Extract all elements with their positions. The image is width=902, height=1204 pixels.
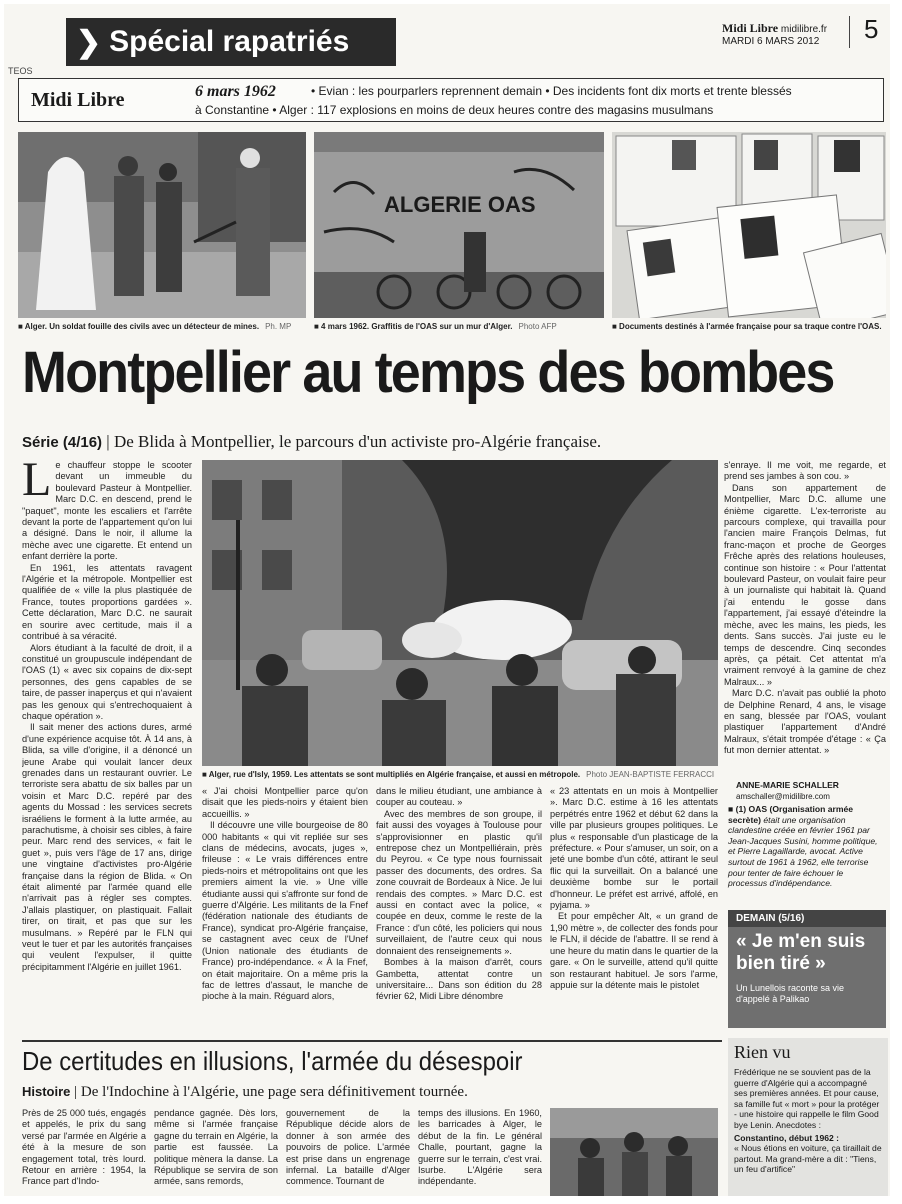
author-email: amschaller@midilibre.com: [736, 792, 830, 801]
chevron-right-icon: ❯: [76, 25, 102, 59]
header-divider: [849, 16, 850, 48]
bottom-col1-text: Près de 25 000 tués, engagés et appelés, le prix du sang versé par l'armée en Algérie a été à la mesure de son engagement total, très lourd. Retour en arrière : 1954, la France part d'Indo-: [22, 1108, 146, 1187]
publication-name: Midi Libre: [722, 21, 779, 35]
sidebar-rien-vu: [728, 1038, 888, 1196]
datebox-brand: Midi Libre: [31, 89, 125, 111]
photo-soldier-search-caption: ■ Alger. Un soldat fouille des civils avec un détecteur de mines. Ph. MP: [18, 322, 292, 331]
photo-soldier-search: [18, 132, 306, 318]
photo-soldier-search-image: [18, 132, 306, 318]
photo-rue-isly-bombing-image: [202, 460, 718, 766]
article-col5-para-3: Marc D.C. n'avait pas oublié la photo de Delphine Renard, 4 ans, le visage en sang, blessée par l'OAS, voulant plastiquer l'appartement d'André Malraux, s'était trompée d'étage : « Ça fut mon dernier attentat. »: [724, 688, 886, 756]
photo-oas-graffiti-caption: ■ 4 mars 1962. Graffitis de l'OAS sur un mur d'Alger. Photo AFP: [314, 322, 557, 331]
promo-kicker: DEMAIN (5/16): [728, 910, 886, 927]
rien-vu-text: [734, 1067, 882, 1175]
section-banner: [66, 18, 396, 66]
publication-website: midilibre.fr: [780, 24, 828, 35]
bottom-col4-text: temps des illusions. En 1960, les barricades à Alger, le début de la fin. Le général Challe, pourtant, gagne la guerre sur le terrain, c'est vrai. Isurbe. L'Algérie sera indépendante.: [418, 1108, 542, 1187]
photo-army-documents: [612, 132, 886, 318]
bottom-deck: Histoire | De l'Indochine à l'Algérie, une page sera définitivement tournée.: [22, 1084, 468, 1100]
article-column-3: [376, 786, 542, 1030]
photo-oas-graffiti: [314, 132, 604, 318]
footnote-text: était une organisation clandestine créée en février 1961 par Jean-Jacques Susini, homme politique, et Pierre Lagaillarde, avocat. Active surtout de 1961 à 1962, elle terrorise pour tenter de faire échouer le processus d'indépendance.: [728, 814, 878, 889]
footnote-label: ■ (1) OAS (Organisation armée secrète): [728, 804, 854, 825]
rien-vu-title: Rien vu: [734, 1042, 791, 1062]
article-column-1: [22, 460, 192, 1030]
publication-meta: [722, 22, 827, 48]
article-col1-para-2: En 1961, les attentats ravagent l'Algérie et la métropole. Montpellier est qualifiée de « ville la plus plastiquée de France, toutes proportions gardées ». Cette déclaration, Marc D.C. ne saurait en sourire avec certitude, mais il a contribué à sa véracité.: [22, 562, 192, 642]
bottom-label: Histoire: [22, 1084, 71, 1099]
photo-rue-isly-bombing: [202, 460, 718, 766]
issue-date: MARDI 6 MARS 2012: [722, 36, 820, 47]
datebox-news-line-1: • Evian : les pourparlers reprennent demain • Des incidents font dix morts et trente blessés: [311, 84, 792, 98]
bottom-col2-text: pendance gagnée. Dès lors, même si l'armée française gagne du terrain en Algérie, la partie est faussée. La politique mènera la danse. La République se servira de son armée, sans remords,: [154, 1108, 278, 1187]
graffiti-text: ALGERIE OAS: [384, 192, 536, 217]
article-col2-para-1: « J'ai choisi Montpellier parce qu'on disait que les pieds-noirs y étaient bien accueillis. »: [202, 786, 368, 819]
main-deck-text: De Blida à Montpellier, le parcours d'un activiste pro-Algérie française.: [113, 432, 602, 451]
datebox-news-line-2: à Constantine • Alger : 117 explosions en moins de deux heures contre des magasins musulmans: [195, 103, 714, 117]
date-box: [18, 78, 884, 122]
article-col5-para-2: Dans son appartement de Montpellier, Marc D.C. allume une énième cigarette. L'ex-terroriste au parcours complexe, qui travailla pour l'ancien maire François Delmas, fut franc-maçon et proche de Georges Frêche après des relations houleuses, continue son histoire : « Pour l'attentat boulevard Pasteur, on voulait faire peur à un journaliste qui habitait là. Quand j'ai entendu le gosse dans l'appartement, j'ai essayé d'éteindre la mèche, avec les mains, les pieds, les dents. Sans succès. J'ai juste eu le temps de descendre. Cinq secondes après, ça pétait. Cet attentat m'a vraiment renvoyé à la gamine de chez Malraux... »: [724, 482, 886, 687]
section-code: TEOS: [8, 66, 33, 76]
rien-vu-subtext: « Nous étions en voiture, ça tiraillait de partout. Ma grand-mère a dit : "Tiens, un feu d'artifice": [734, 1143, 882, 1175]
article-col5-para-1: s'enraye. Il me voit, me regarde, et prend ses jambes à son cou. »: [724, 460, 886, 482]
article-column-2: [202, 786, 368, 1030]
page-number: 5: [864, 14, 879, 44]
rien-vu-body: Frédérique ne se souvient pas de la guerre d'Algérie qui a accompagné ses premières années. Et pour cause, sa famille fut « mort » pour la protéger - une histoire qui rappelle le film Good bye Lenin. Anecdotes :: [734, 1067, 880, 1130]
bottom-column-3: [286, 1108, 410, 1194]
promo-title: « Je m'en suis bien tiré »: [736, 931, 866, 974]
article-column-4: [550, 786, 718, 1030]
article-col2-para-2: Il découvre une ville bourgeoise de 80 000 habitants « qui vit repliée sur ses clans de médecins, avocats, juges », frileuse : « Le vrais différences entre pieds-noirs et métropolitains ont que les premiers aiment la vie. » Une ville étudiante aussi qui s'affronte sur fond de guerre d'Algérie. Les militants de la Fnef (fédération nationale des étudiants de France), syndicat pro-Algérie française, se castagnent avec ceux de l'Unef (Union nationale des étudiants de France) pro-indépendance. « À la Fnef, on était majoritaire. On a même pris la fac de lettres d'assaut, le manche de pioche à la main. Réguard alors,: [202, 820, 368, 1002]
article-col3-para-1: dans le milieu étudiant, une ambiance à couper au couteau. »: [376, 786, 542, 808]
bottom-column-4: [418, 1108, 542, 1194]
photo-soldiers-bottom: [550, 1108, 718, 1196]
article-col1-para-4: Il sait mener des actions dures, armé d'une expérience acquise tôt. À 14 ans, à Blida, sa ville d'origine, il a dénoncé un jeune Arabe qui voulait lancer deux grenades dans un restaurant ouvrier. Le terroriste sera abattu de six balles par un voisin et Marc D.C. repéré par des agents du Mossad : les services secrets israéliens le forment à la lutte armée, au parachutisme, à choisir ses cibles, à faire peur. Marc rend des services, « fait le guet », puis vers l'âge de 17 ans, dirige une vingtaine d'activistes pro-Algérie française dans la région de Blida. « On était alimenté par l'armée quand elle n'arrivait pas à régler ses comptes. J'allais plastiquer, on plastiquait. Fallait tirer, on tirait, et pas que sur les musulmans. » Repéré par le FLN qui veut le tuer et par les autorités françaises qui veulent l'expulser, il quitte précipitamment l'Algérie en juillet 1961.: [22, 722, 192, 972]
photo-oas-graffiti-image: [314, 132, 604, 318]
bottom-column-1: [22, 1108, 146, 1194]
bottom-column-2: [154, 1108, 278, 1194]
article-col3-para-2: Avec des membres de son groupe, il fait aussi des voyages à Toulouse pour s'approvisionner en plastic qu'il entrepose chez un Montpelliérain, près du Peyrou. « Ce type nous fournissait passer des documents, des ordres. Sa zone couvrait de Bordeaux à Nice. Je lui rendais des comptes. » Marc D.C. est aussi en contact avec la police, « coupée en deux, comme le reste de la France : d'un côté, les policiers qui nous surveillaient, de l'autre ceux qui nous donnaient des renseignements ».: [376, 808, 542, 956]
photo-army-documents-caption: ■ Documents destinés à l'armée française pour sa traque contre l'OAS.: [612, 322, 882, 331]
bottom-divider: [22, 1040, 722, 1042]
byline: [736, 780, 839, 801]
bottom-col3-text: gouvernement de la République décide alors de donner à son armée des pouvoirs de police. L'armée est prise dans un engrenage infernal. La bataille d'Alger commence. Tournant de: [286, 1108, 410, 1187]
photo-soldiers-bottom-image: [550, 1108, 718, 1196]
article-col4-para-1: « 23 attentats en un mois à Montpellier ». Marc D.C. estime à 16 les attentats perpétrés entre 1962 et début 62 dans la ville par plusieurs groupes politiques. Le plus « responsable d'un plasticage de la préfecture. « Pour s'amuser, un soir, on a jeté une bombe d'un côté, attirant le seul flic qui la surveillait. On a balancé une deuxième bombe sur le portail d'honneur. Le préfet est arrivé, affolé, en pyjama. »: [550, 786, 718, 911]
main-headline: Montpellier au temps des bombes: [22, 340, 834, 405]
article-col1-para-3: Alors étudiant à la faculté de droit, il a constitué un groupuscule indépendant de l'OAS (1) « avec six copains de dix-sept personnes, des gens capables de se taire, de passer inaperçus et qui n'avaient pas les genoux qui s'entrechoquaient à chaque opération ».: [22, 642, 192, 721]
author-name: ANNE-MARIE SCHALLER: [736, 780, 839, 790]
datebox-date: 6 mars 1962: [195, 83, 276, 100]
bottom-deck-text: De l'Indochine à l'Algérie, une page sera définitivement tournée.: [80, 1084, 468, 1100]
bottom-headline: De certitudes en illusions, l'armée du désespoir: [22, 1046, 523, 1076]
footnote-oas: [728, 804, 884, 889]
newspaper-page: [4, 4, 890, 1196]
article-col3-para-3: Bombes à la maison d'arrêt, cours Gambetta, attentat contre un universitaire... Dans son édition du 28 février 62, Midi Libre dénombre: [376, 957, 542, 1002]
section-title: Spécial rapatriés: [109, 25, 350, 58]
dropcap: L: [22, 460, 52, 506]
promo-box-tomorrow: [728, 910, 886, 1028]
article-col1-para-1: e chauffeur stoppe le scooter devant un immeuble du boulevard Pasteur à Montpellier. Marc D.C. en descend, prend le "paquet", monte les escaliers et l'arrête devant la porte de l'appartement qu'on lui a désigné. Dans le noir, il allume la mèche avec une cigarette. Et entend un enfant derrière la porte.: [22, 460, 192, 562]
promo-subtitle: Un Lunellois raconte sa vie d'appelé à Palikao: [736, 983, 845, 1004]
article-col4-para-2: Et pour empêcher Alt, « un grand de 1,90 mètre », de collecter des fonds pour le FLN, il décide de l'abattre. Il se rend à une heure du matin dans le quartier de la gare. « On le surveille, attend qu'il quitte son restaurant habituel. Je sors l'arme, appuie sur la détente mais le pistolet: [550, 911, 718, 990]
article-column-5: [724, 460, 886, 776]
photo-rue-isly-caption: ■ Alger, rue d'Isly, 1959. Les attentats se sont multipliés en Algérie française, et aussi en métropole. Photo JEAN-BAPTISTE FERRACCI: [202, 770, 715, 779]
main-deck: Série (4/16) | De Blida à Montpellier, le parcours d'un activiste pro-Algérie française.: [22, 432, 602, 451]
rien-vu-subhead: Constantino, début 1962 :: [734, 1132, 840, 1143]
series-label: Série (4/16): [22, 434, 103, 451]
photo-army-documents-image: [612, 132, 886, 318]
